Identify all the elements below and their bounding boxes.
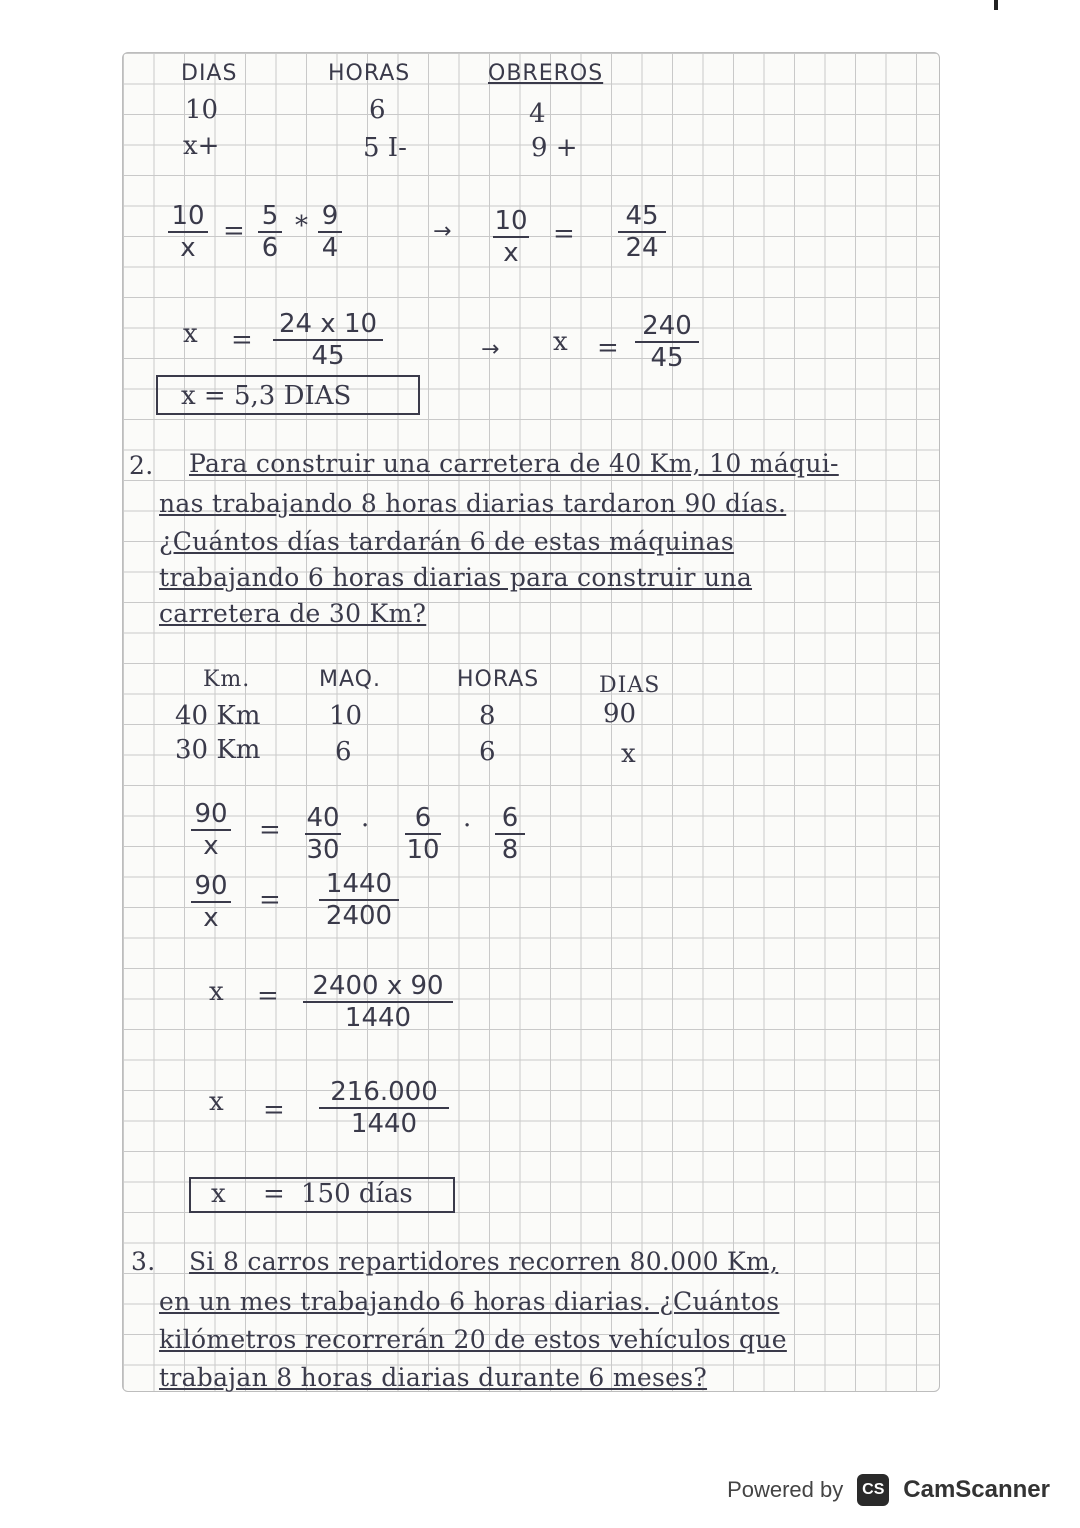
p1-result: x = 5,3 DIAS	[181, 381, 352, 411]
fraction-denominator: 1440	[344, 1003, 412, 1033]
p1-eq1b-equals: =	[553, 219, 575, 249]
fraction-denominator: 2400	[325, 901, 393, 931]
p2-eq2-fraction	[319, 871, 399, 929]
p2-number: 2.	[129, 451, 154, 480]
fraction-denominator: x	[503, 238, 519, 268]
p3-line-1: Si 8 carros repartidores recorren 80.000 Km,	[189, 1247, 779, 1276]
graph-paper-sheet	[122, 52, 940, 1392]
p1-eq1-fraction-2	[318, 203, 342, 261]
fraction-numerator: 216.000	[330, 1077, 438, 1107]
fraction-denominator: 8	[501, 835, 519, 865]
fraction-denominator: x	[180, 233, 196, 263]
corner-mark	[994, 0, 998, 10]
p2-eq1-fraction-2	[405, 805, 441, 863]
p3-line-2: en un mes trabajando 6 horas diarias. ¿Cuántos	[159, 1287, 780, 1316]
p2-line-2: nas trabajando 8 horas diarias tardaron 90 días.	[159, 489, 787, 518]
p2-line-4: trabajando 6 horas diarias para construir una	[159, 563, 753, 592]
p2-eq4-lhs: x	[209, 1087, 224, 1117]
p1-row1-dias: 10	[185, 95, 219, 125]
p2-eq4-equals: =	[263, 1095, 285, 1125]
p2-eq1-lhs-fraction	[191, 801, 231, 859]
p2-eq1-fraction-1	[305, 805, 341, 863]
fraction-denominator: 10	[406, 835, 440, 865]
p2-line-5: carretera de 30 Km?	[159, 599, 427, 628]
camscanner-logo-icon: CS	[857, 1474, 889, 1506]
fraction-denominator: 24	[625, 233, 659, 263]
p2-eq2-equals: =	[259, 885, 281, 915]
p1-row1-horas: 6	[369, 95, 386, 125]
p2-eq1-dot: ·	[361, 811, 370, 841]
fraction-numerator: 6	[414, 803, 432, 833]
fraction-denominator: 45	[650, 343, 684, 373]
arrow-icon: →	[481, 337, 500, 362]
p3-number: 3.	[131, 1247, 156, 1276]
p2-line-1: Para construir una carretera de 40 Km, 10 máqui-	[189, 449, 839, 478]
p2-row2-maq: 6	[335, 737, 352, 767]
p2-header-horas: HORAS	[457, 667, 540, 692]
fraction-numerator: 40	[306, 803, 340, 833]
p2-eq3-lhs: x	[209, 977, 224, 1007]
fraction-denominator: 6	[261, 233, 279, 263]
p1-eq2b-lhs: x	[553, 327, 568, 357]
fraction-numerator: 10	[171, 201, 205, 231]
p1-eq2-fraction	[273, 311, 383, 369]
p3-line-4: trabajan 8 horas diarias durante 6 meses?	[159, 1363, 708, 1392]
scanner-footer	[727, 1474, 1050, 1506]
fraction-denominator: x	[203, 831, 219, 861]
fraction-numerator: 6	[501, 803, 519, 833]
fraction-numerator: 45	[625, 201, 659, 231]
p2-eq4-fraction	[319, 1079, 449, 1137]
p2-eq3-equals: =	[257, 981, 279, 1011]
p2-header-km: Km.	[203, 667, 251, 692]
fraction-denominator: 4	[321, 233, 339, 263]
p2-row2-horas: 6	[479, 737, 496, 767]
p2-result-value: 150 días	[301, 1179, 413, 1209]
p2-row1-horas: 8	[479, 701, 496, 731]
p1-eq2-lhs: x	[183, 319, 198, 349]
p1-eq1b-lhs-fraction	[493, 208, 529, 266]
p2-eq3-fraction	[303, 973, 453, 1031]
fraction-numerator: 5	[261, 201, 279, 231]
p2-row1-km: 40 Km	[175, 701, 261, 731]
p1-row2-dias: x+	[183, 131, 220, 161]
p1-row2-horas: 5 I-	[363, 133, 407, 163]
fraction-denominator: 1440	[350, 1109, 418, 1139]
p1-eq2b-fraction	[635, 313, 699, 371]
p1-eq1-lhs-fraction	[168, 203, 208, 261]
p1-eq1b-rhs-fraction	[618, 203, 666, 261]
p2-header-maq: MAQ.	[319, 667, 381, 692]
p2-result-equals: =	[263, 1179, 285, 1209]
p2-eq2-lhs-fraction	[191, 873, 231, 931]
fraction-numerator: 240	[642, 311, 692, 341]
p2-eq1-fraction-3	[495, 805, 525, 863]
fraction-denominator: x	[203, 903, 219, 933]
p2-row1-dias: 90	[603, 699, 637, 729]
p1-eq1-fraction-1	[258, 203, 282, 261]
fraction-numerator: 90	[194, 799, 228, 829]
p1-eq1-equals: =	[223, 216, 245, 246]
p1-eq2-equals: =	[231, 325, 253, 355]
fraction-numerator: 1440	[325, 869, 393, 899]
camscanner-brand: CamScanner	[903, 1476, 1050, 1503]
fraction-numerator: 90	[194, 871, 228, 901]
p1-header-dias: DIAS	[181, 61, 238, 86]
p2-row2-dias: x	[621, 739, 636, 769]
powered-by-label: Powered by	[727, 1477, 844, 1502]
p1-eq1-times: *	[295, 211, 308, 241]
p2-row1-maq: 10	[329, 701, 363, 731]
p2-eq1-equals: =	[259, 815, 281, 845]
p1-eq2b-equals: =	[597, 333, 619, 363]
p2-header-dias: DIAS	[599, 673, 661, 698]
p1-row1-obreros: 4	[529, 99, 546, 129]
p2-row2-km: 30 Km	[175, 735, 261, 765]
p1-row2-obreros: 9 +	[531, 133, 578, 163]
arrow-icon: →	[433, 219, 452, 244]
fraction-numerator: 24 x 10	[278, 309, 378, 339]
fraction-denominator: 45	[311, 341, 345, 371]
p2-eq1-dot: ·	[463, 811, 472, 841]
p1-header-horas: HORAS	[328, 61, 411, 86]
p2-result-lhs: x	[211, 1179, 226, 1209]
fraction-denominator: 30	[306, 835, 340, 865]
fraction-numerator: 10	[494, 206, 528, 236]
p3-line-3: kilómetros recorrerán 20 de estos vehículos que	[159, 1325, 787, 1354]
fraction-numerator: 9	[321, 201, 339, 231]
fraction-numerator: 2400 x 90	[312, 971, 444, 1001]
p1-header-obreros: OBREROS	[488, 61, 604, 86]
p2-line-3: ¿Cuántos días tardarán 6 de estas máquinas	[159, 527, 735, 556]
